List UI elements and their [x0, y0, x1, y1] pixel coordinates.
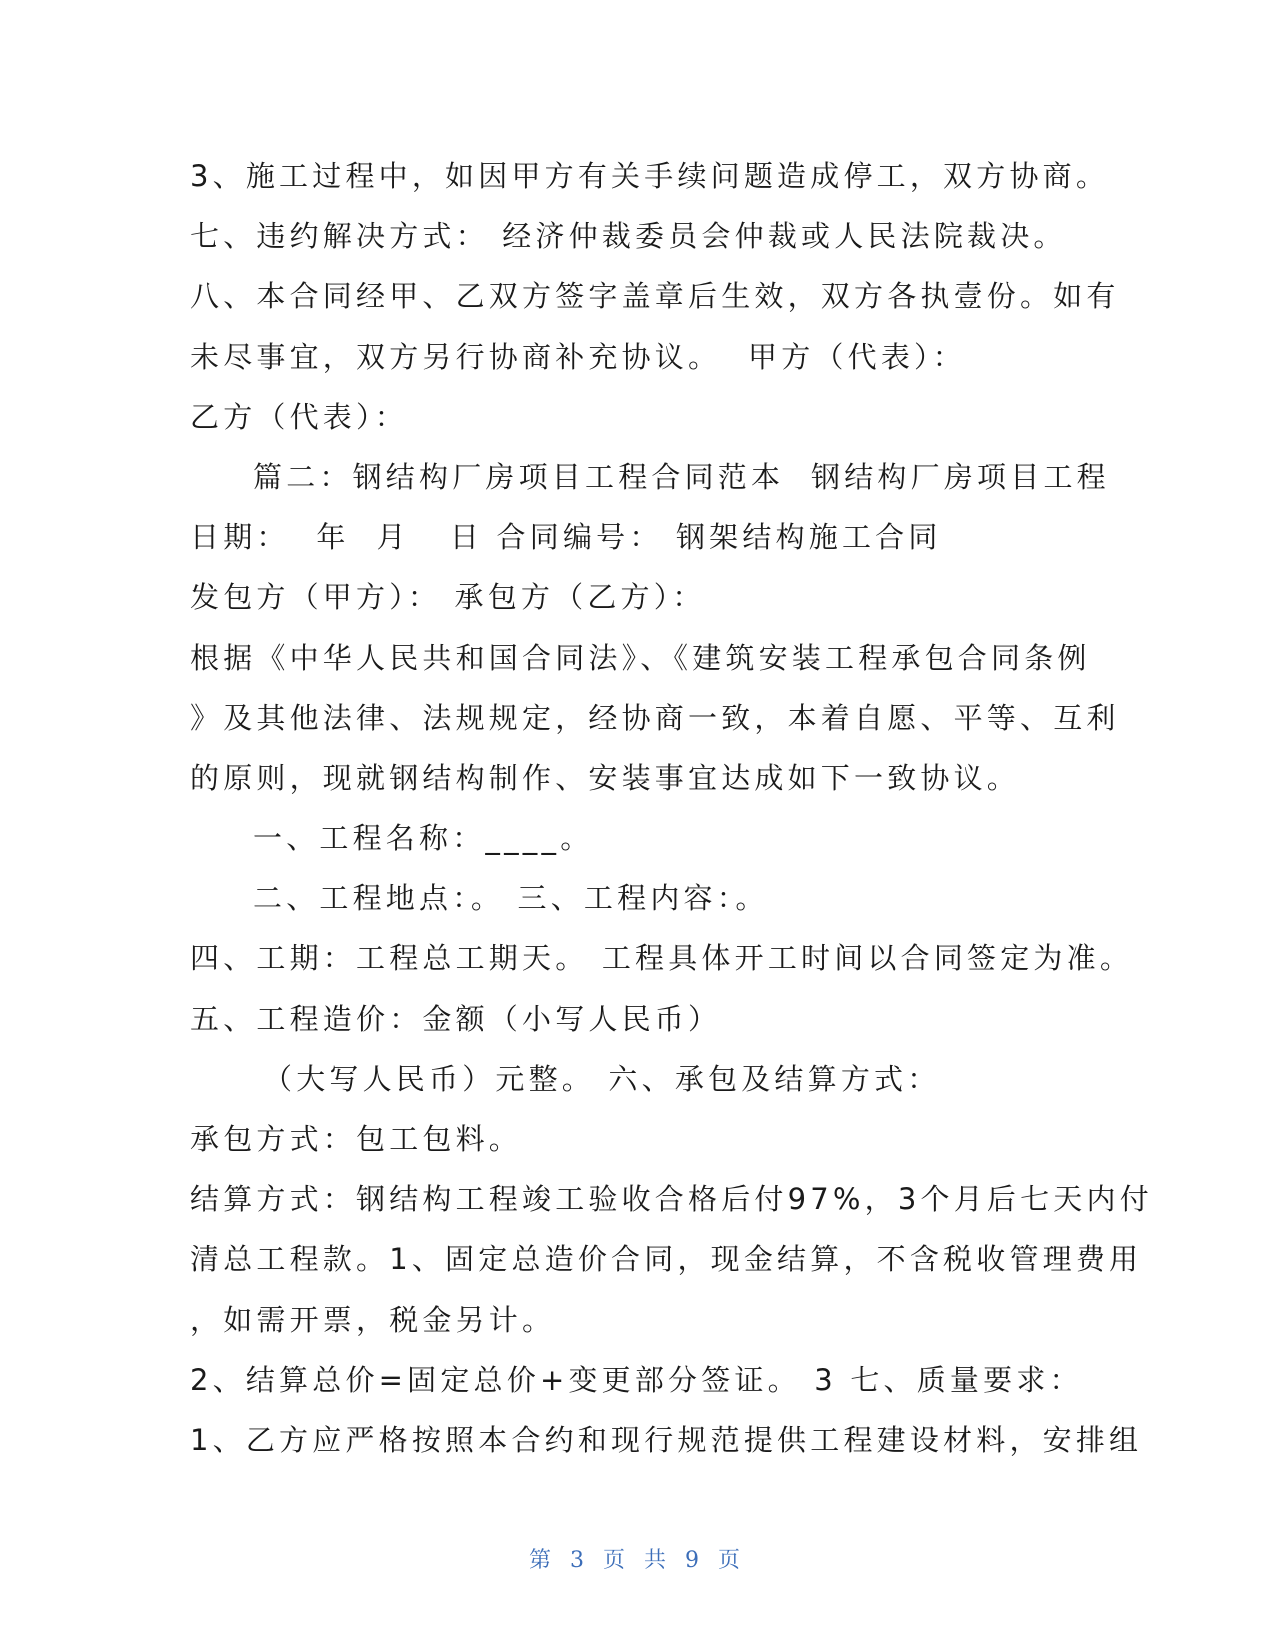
- text-line: ，如需开票，税金另计。: [190, 1302, 556, 1337]
- text-line: 结算方式：钢结构工程竣工验收合格后付97%，3个月后七天内付: [190, 1182, 1153, 1217]
- text-line: 1、乙方应严格按照本合约和现行规范提供工程建设材料，安排组: [190, 1422, 1143, 1457]
- clause-line: 一、工程名称：____。: [253, 821, 594, 856]
- text-line: 3、施工过程中，如因甲方有关手续问题造成停工，双方协商。: [190, 159, 1110, 193]
- text-line: 承包方式：包工包料。: [190, 1122, 523, 1156]
- text-line: 日期： 年 月 日 合同编号： 钢架结构施工合同: [190, 520, 942, 555]
- text-line: 2、结算总价=固定总价+变更部分签证。 3 七、质量要求：: [190, 1362, 1083, 1397]
- text-line: 乙方（代表）：: [190, 399, 408, 434]
- text-line: 》及其他法律、法规规定，经协商一致，本着自愿、平等、互利: [190, 700, 1120, 735]
- clause-line: 二、工程地点：。 三、工程内容：。: [253, 881, 769, 916]
- text-line: 五、工程造价：金额（小写人民币）: [190, 1001, 722, 1036]
- section-heading-line: 篇二：钢结构厂房项目工程合同范本 钢结构厂房项目工程: [253, 459, 1110, 494]
- text-line: 四、工期：工程总工期天。 工程具体开工时间以合同签定为准。: [190, 941, 1134, 976]
- text-line: 的原则，现就钢结构制作、安装事宜达成如下一致协议。: [190, 760, 1021, 795]
- text-line: 根据《中华人民共和国合同法》、《建筑安装工程承包合同条例: [190, 640, 1091, 675]
- clause-line: （大写人民币）元整。 六、承包及结算方式：: [263, 1061, 941, 1096]
- page-number-footer: 第 3 页 共 9 页: [529, 1548, 746, 1573]
- text-line: 未尽事宜，双方另行协商补充协议。 甲方（代表）：: [190, 339, 966, 374]
- text-line: 清总工程款。1、固定总造价合同，现金结算，不含税收管理费用: [190, 1242, 1143, 1277]
- text-line: 七、违约解决方式： 经济仲裁委员会仲裁或人民法院裁决。: [190, 219, 1067, 254]
- text-line: 发包方（甲方）： 承包方（乙方）：: [190, 580, 706, 615]
- text-line: 八、本合同经甲、乙双方签字盖章后生效，双方各执壹份。如有: [190, 279, 1120, 314]
- document-body: [190, 146, 1153, 1470]
